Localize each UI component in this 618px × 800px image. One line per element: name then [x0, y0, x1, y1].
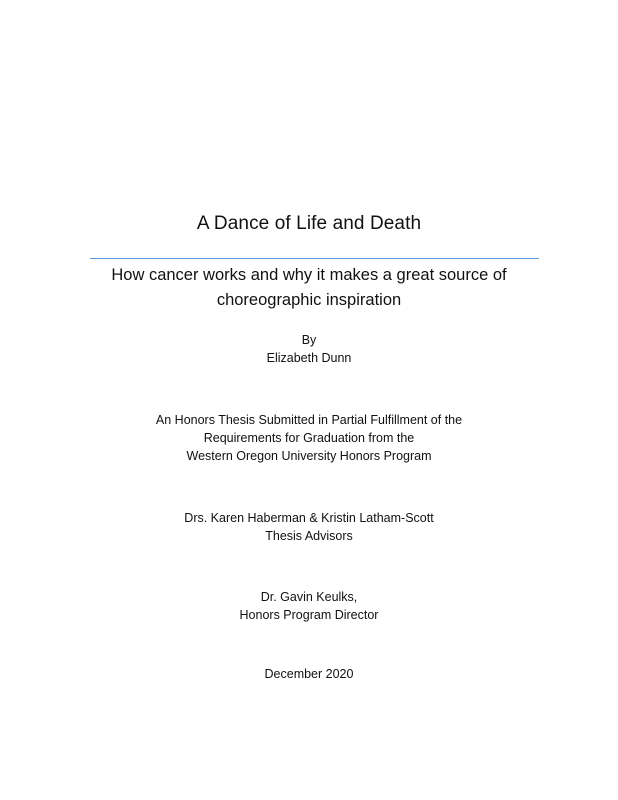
document-title: A Dance of Life and Death — [196, 213, 422, 234]
subtitle-line-1: How cancer works and why it makes a great source of — [111, 266, 507, 284]
title-divider — [90, 258, 539, 259]
by-label: By — [301, 333, 317, 347]
statement-line-1: An Honors Thesis Submitted in Partial Fulfillment of the — [155, 413, 463, 427]
director-name: Dr. Gavin Keulks, — [260, 590, 358, 604]
author-name: Elizabeth Dunn — [266, 351, 352, 365]
director-role: Honors Program Director — [239, 608, 379, 622]
subtitle-line-2: choreographic inspiration — [216, 291, 402, 309]
statement-line-2: Requirements for Graduation from the — [203, 431, 415, 445]
advisors-role: Thesis Advisors — [265, 529, 353, 543]
statement-line-3: Western Oregon University Honors Program — [186, 449, 432, 463]
advisors-names: Drs. Karen Haberman & Kristin Latham-Scott — [184, 511, 434, 525]
submission-date: December 2020 — [264, 667, 354, 681]
